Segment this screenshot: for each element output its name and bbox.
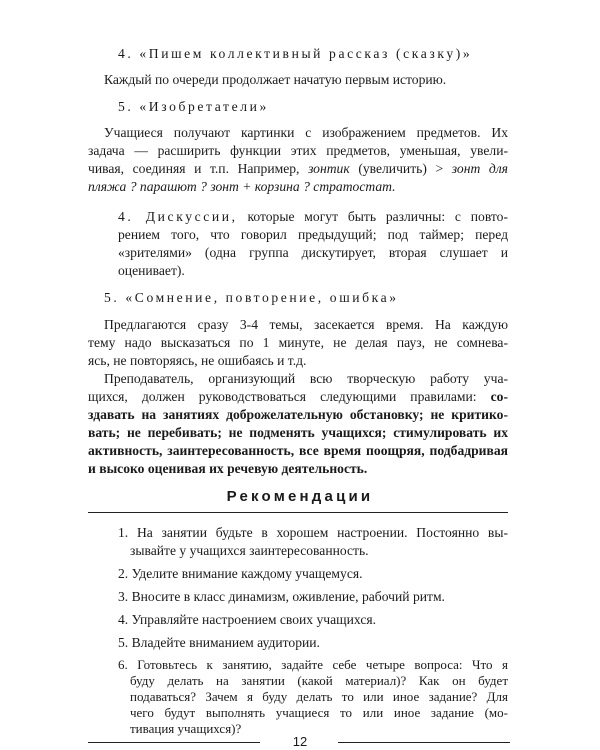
paragraph-line: рением того, что говорил предыдущий; под таймер; перед <box>118 227 508 242</box>
rules-line: активность, заинтересованность, все время поощряя, подбадривая <box>88 443 508 458</box>
section-title-collective-story: 4. «Пишем коллективный рассказ (сказку)» <box>118 46 473 61</box>
section-text-collective-story: Каждый по очереди продолжает начатую первым историю. <box>104 72 447 87</box>
paragraph-line: оценивает). <box>118 263 185 278</box>
rules-line: и высоко оценивая их речевую деятельность. <box>88 461 368 476</box>
paragraph-line: тему надо высказаться по 1 минуте, не делая пауз, не сомнева- <box>88 335 508 350</box>
recommendation-item-6-cont: чего будут выполнять учащиеся то или иное задание (мо- <box>130 705 508 720</box>
example-word: зонт для <box>451 161 508 176</box>
rules-bold: здавать на занятиях доброжелательную обстановку; <box>88 407 424 422</box>
rules-lead: щихся, должен руководствоваться следующими правилами: <box>88 389 477 404</box>
rules-line: вать; не перебивать; не подменять учащихся; стимулировать их <box>88 425 508 440</box>
rules-bold: со- <box>490 389 508 404</box>
recommendation-item-4: 4. Управляйте настроением своих учащихся. <box>118 612 377 627</box>
example-lead: чивая, соединяя и т.п. Например, <box>88 161 300 176</box>
recommendation-item-6-cont: подаваться? Зачем я буду делать то или иное задание? Для <box>130 689 508 704</box>
recommendation-item-3: 3. Вносите в класс динамизм, оживление, рабочий ритм. <box>118 589 445 604</box>
page-number: 12 <box>292 734 308 749</box>
recommendation-item-1-cont: зывайте у учащихся заинтересованность. <box>130 543 369 558</box>
section-title-inventors: 5. «Изобретатели» <box>118 99 269 114</box>
rules-bold: не критико- <box>430 407 508 422</box>
paragraph-line: ясь, не повторяясь, не ошибаясь и т.д. <box>88 353 307 368</box>
recommendation-item-2: 2. Уделите внимание каждому учащемуся. <box>118 566 363 581</box>
recommendation-item-6-cont: буду делать на занятии (какой материал)? Как он будет <box>130 673 508 688</box>
paragraph-line: задача — расширить функции этих предметов, уменьшая, увели- <box>88 143 508 158</box>
paragraph-line: Преподаватель, организующий всю творческую работу уча- <box>104 371 508 386</box>
paragraph-line: Учащиеся получают картинки с изображением предметов. Их <box>104 125 508 140</box>
section-title-doubt: 5. «Сомнение, повторение, ошибка» <box>104 290 399 305</box>
example-word: зонтик <box>308 161 350 176</box>
footer-rule-right <box>338 742 510 743</box>
paragraph-line-example <box>88 160 508 178</box>
rules-line <box>88 406 508 424</box>
paragraph-line: Предлагаются сразу 3-4 темы, засекается время. На каждую <box>104 317 508 332</box>
discussions-lead: которые могут быть различны: с повто- <box>247 209 508 224</box>
paragraph-line <box>88 388 508 406</box>
paragraph-line: «зрителями» (одна группа дискутирует, вторая слушает и <box>118 245 508 260</box>
recommendation-item-5: 5. Владейте вниманием аудитории. <box>118 635 320 650</box>
recommendation-item-6: 6. Готовьтесь к занятию, задайте себе четыре вопроса: Что я <box>118 657 508 672</box>
divider <box>88 512 508 513</box>
example-chain: пляжа ? парашют ? зонт + корзина ? стратостат. <box>88 179 396 194</box>
discussions-heading: 4. Дискуссии, <box>118 209 238 224</box>
recommendation-item-1: 1. На занятии будьте в хорошем настроении. Постоянно вы- <box>118 525 508 540</box>
recommendations-title: Рекомендации <box>226 488 374 505</box>
recommendation-item-6-cont: тивация учащихся)? <box>130 721 242 736</box>
example-note: (увеличить) > <box>358 161 444 176</box>
section-title-discussions <box>118 208 508 226</box>
